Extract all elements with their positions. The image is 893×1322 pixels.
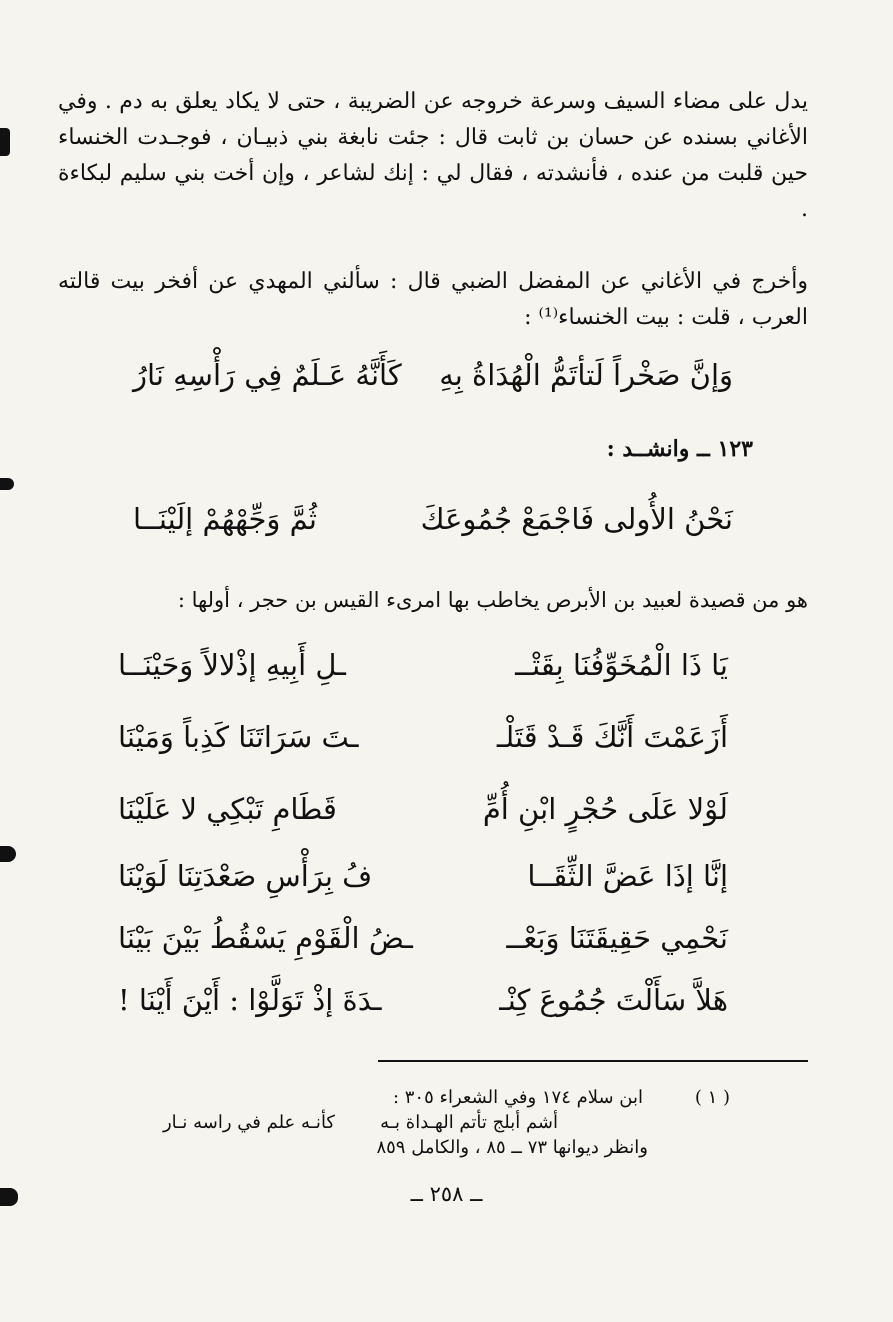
verse-first-hemistich: لَوْلا عَلَى حُجْرٍ ابْنِ أُمِّ: [482, 792, 728, 826]
verse-khansa: [133, 350, 733, 400]
footnote-verse-second: كأنـه علم في راسه نـار: [162, 1112, 335, 1133]
verse-first-hemistich: وَإنَّ صَخْراً لَتأتَمُّ الْهُدَاةُ بِهِ: [439, 358, 733, 392]
verse-first-hemistich: إنَّا إذَا عَضَّ الثِّقَــا: [527, 859, 728, 893]
verse-first-hemistich: أَزَعَمْتَ أَنَّكَ قَـدْ قَتَلْـ: [496, 720, 728, 754]
scan-edge-mark: [0, 846, 16, 862]
verse-123: [133, 494, 733, 544]
poem-verse: [118, 640, 728, 690]
scan-edge-mark: [0, 128, 10, 156]
footnote-verse-first: أشم أبلج تأتم الهـداة بـه: [380, 1112, 558, 1133]
verse-first-hemistich: نَحْنُ الأُولى فَاجْمَعْ جُمُوعَكَ: [420, 502, 733, 536]
scan-edge-mark: [0, 478, 14, 490]
verse-second-hemistich: ـدَةَ إذْ تَوَلَّوْا : أَيْنَ أَيْنَا !: [118, 983, 382, 1017]
poem-verse: [118, 851, 728, 901]
paragraph-poem-intro: هو من قصيدة لعبيد بن الأبرص يخاطب بها امرىء القيس بن حجر ، أولها :: [177, 588, 808, 612]
verse-second-hemistich: ـضُ الْقَوْمِ يَسْقُطُ بَيْنَ بَيْنَا: [118, 921, 413, 955]
paragraph-mufaddal: وأخرج في الأغاني عن المفضل الضبي قال : سألني المهدي عن أفخر بيت قالته العرب ، قلت : بيت الخنساء⁽¹⁾ :: [58, 269, 808, 330]
footnote-line: ابن سلام ١٧٤ وفي الشعراء ٣٠٥ :: [392, 1087, 643, 1108]
footnote-line: وانظر ديوانها ٧٣ ــ ٨٥ ، والكامل ٨٥٩: [376, 1137, 648, 1158]
poem-verse: [118, 712, 728, 762]
verse-first-hemistich: هَلاَّ سَأَلْتَ جُمُوعَ كِنْـ: [499, 983, 728, 1017]
verse-second-hemistich: كَأَنَّهُ عَـلَمٌ فِي رَأْسِهِ نَارُ: [133, 358, 402, 392]
verse-first-hemistich: يَا ذَا الْمُخَوِّفُنَا بِقَتْــ: [515, 648, 728, 682]
section-heading: ١٢٣ ــ وانشــد :: [606, 436, 753, 462]
footnote-marker: ( ١ ): [694, 1087, 730, 1108]
scan-edge-mark: [0, 1188, 18, 1206]
verse-second-hemistich: ـتَ سَرَاتَنَا كَذِباً وَمَيْنَا: [118, 720, 359, 754]
verse-second-hemistich: فُ بِرَأْسِ صَعْدَتِنَا لَوَيْنَا: [118, 859, 373, 893]
paragraph-intro: يدل على مضاء السيف وسرعة خروجه عن الضريبة ، حتى لا يكاد يعلق به دم . وفي الأغاني بسنده عن حسان بن ثابت قال : جئت نابغة بني ذبيـان ، فوجـدت الخنساء حين قلبت من عنده ، فأنشدته ، فقال لي : إنك لشاعر ، وإن أخت بني سليم لبكاءة .: [58, 89, 808, 222]
page-number: ــ ٢٥٨ ــ: [410, 1182, 483, 1206]
footnote-divider: [378, 1060, 808, 1062]
verse-second-hemistich: ثُمَّ وَجِّهْهُمْ إلَيْنَــا: [133, 502, 317, 536]
verse-second-hemistich: ـلِ أَبِيهِ إذْلالاً وَحَيْنَــا: [118, 648, 346, 682]
verse-first-hemistich: نَحْمِي حَقِيقَتَنَا وَبَعْــ: [506, 921, 728, 955]
verse-second-hemistich: قَطَامِ تَبْكِي لا عَلَيْنَا: [118, 792, 337, 826]
poem-verse: [118, 913, 728, 963]
poem-verse: [118, 975, 728, 1025]
poem-verse: [118, 784, 728, 834]
